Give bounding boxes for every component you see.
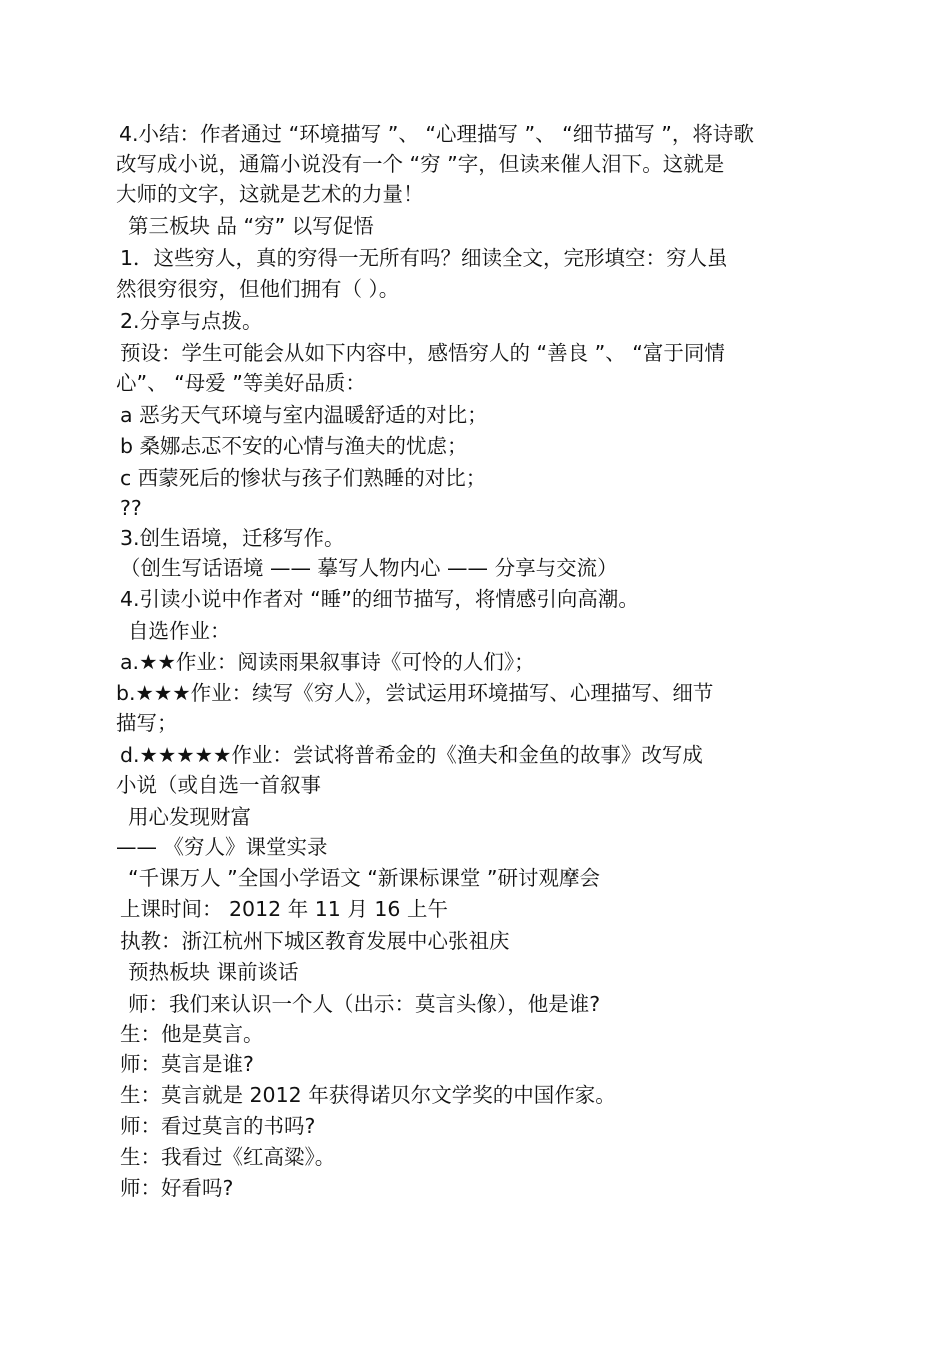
list-item: a.★★作业：阅读雨果叙事诗《可怜的人们》； <box>120 650 535 674</box>
text-line: 预设：学生可能会从如下内容中，感悟穷人的 “善良 ”、 “富于同情 <box>120 341 725 365</box>
dialogue-line: 师：好看吗? <box>120 1176 234 1200</box>
text-line: 心”、 “母爱 ”等美好品质： <box>116 371 366 395</box>
section-heading: 第三板块 品 “穷” 以写促悟 <box>128 214 374 238</box>
list-item: a 恶劣天气环境与室内温暖舒适的对比； <box>120 403 488 427</box>
list-item: b.★★★作业：续写《穷人》，尝试运用环境描写、心理描写、细节 <box>116 681 714 705</box>
text-line: 1．这些穷人，真的穷得一无所有吗？细读全文，完形填空：穷人虽 <box>120 246 728 270</box>
article-title: 用心发现财富 <box>128 805 251 829</box>
text-line: ?? <box>120 496 142 520</box>
text-line: 描写； <box>116 711 178 735</box>
list-item: d.★★★★★作业：尝试将普希金的《渔夫和金鱼的故事》改写成 <box>120 743 703 767</box>
text-line: 然很穷很穷，但他们拥有（ ）。 <box>116 277 400 301</box>
dialogue-line: 生：我看过《红高粱》。 <box>120 1145 336 1169</box>
dialogue-line: 师：我们来认识一个人（出示：莫言头像），他是谁? <box>128 992 601 1016</box>
text-line: “千课万人 ”全国小学语文 “新课标课堂 ”研讨观摩会 <box>128 866 601 890</box>
text-line: （创生写话语境 —— 摹写人物内心 —— 分享与交流） <box>120 556 618 580</box>
text-line: 3.创生语境，迁移写作。 <box>120 526 345 550</box>
text-line: 2.分享与点拨。 <box>120 309 263 333</box>
dialogue-line: 生：莫言就是 2012 年获得诺贝尔文学奖的中国作家。 <box>120 1083 616 1107</box>
text-line: 4.小结：作者通过 “环境描写 ”、 “心理描写 ”、 “细节描写 ”，将诗歌 <box>119 122 754 146</box>
text-line: 小说（或自选一首叙事 <box>116 773 321 797</box>
text-line: 大师的文字，这就是艺术的力量！ <box>116 182 424 206</box>
dialogue-line: 师：看过莫言的书吗? <box>120 1114 316 1138</box>
section-heading: 预热板块 课前谈话 <box>128 960 299 984</box>
text-line: 执教：浙江杭州下城区教育发展中心张祖庆 <box>120 929 510 953</box>
dialogue-line: 生：他是莫言。 <box>120 1022 264 1046</box>
list-item: c 西蒙死后的惨状与孩子们熟睡的对比； <box>120 466 487 490</box>
dialogue-line: 师：莫言是谁? <box>120 1052 254 1076</box>
section-heading: 自选作业： <box>128 619 231 643</box>
text-line: 4.引读小说中作者对 “睡”的细节描写，将情感引向高潮。 <box>120 587 639 611</box>
article-subtitle: —— 《穷人》课堂实录 <box>116 835 328 859</box>
list-item: b 桑娜忐忑不安的心情与渔夫的忧虑； <box>120 434 468 458</box>
text-line: 上课时间： 2012 年 11 月 16 上午 <box>120 897 448 921</box>
text-line: 改写成小说，通篇小说没有一个 “穷 ”字，但读来催人泪下。这就是 <box>116 152 725 176</box>
